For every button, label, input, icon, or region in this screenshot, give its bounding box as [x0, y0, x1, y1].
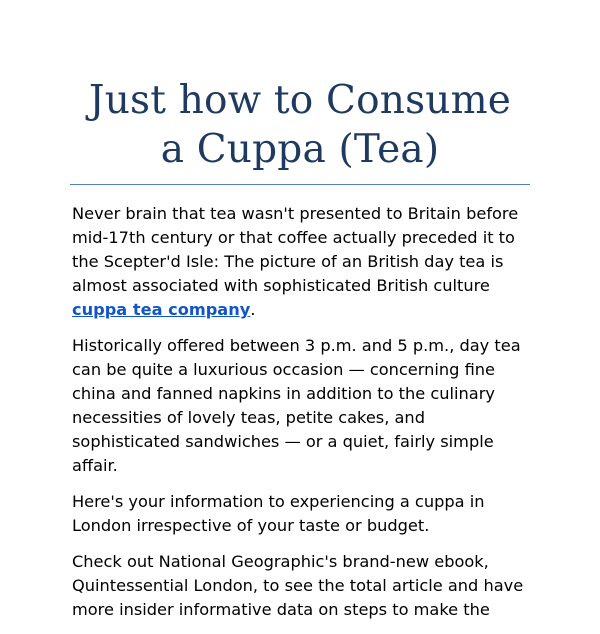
paragraph-4: Check out National Geographic's brand-new ebook, Quintessential London, to see the total article and have more insider informative data on steps to make the — [72, 552, 524, 619]
paragraph-1-text: Never brain that tea wasn't presented to Britain before mid-17th century or that coffee actually preceded it to the Scepter'd Isle: The picture of an British day tea is almost associated with sophisticated British culture — [72, 204, 519, 295]
cuppa-tea-company-link[interactable]: cuppa tea company — [72, 300, 251, 319]
paragraph-1-end: . — [250, 300, 256, 319]
paragraph-2: Historically offered between 3 p.m. and 5 p.m., day tea can be quite a luxurious occasion — concerning fine china and fanned napkins in addition to the culinary necessities of lovely teas, petite cakes, and sophisticated sandwiches — or a quiet, fairly simple affair. — [72, 336, 521, 475]
page-title — [70, 76, 530, 174]
title-line-1: Just how to Consume — [88, 78, 512, 123]
title-line-2: a Cuppa (Tea) — [160, 127, 440, 172]
paragraph-1 — [72, 202, 528, 322]
paragraph-3: Here's your information to experiencing a cuppa in London irrespective of your taste or budget. — [72, 492, 485, 535]
title-divider — [70, 184, 530, 185]
article-body — [72, 202, 528, 634]
